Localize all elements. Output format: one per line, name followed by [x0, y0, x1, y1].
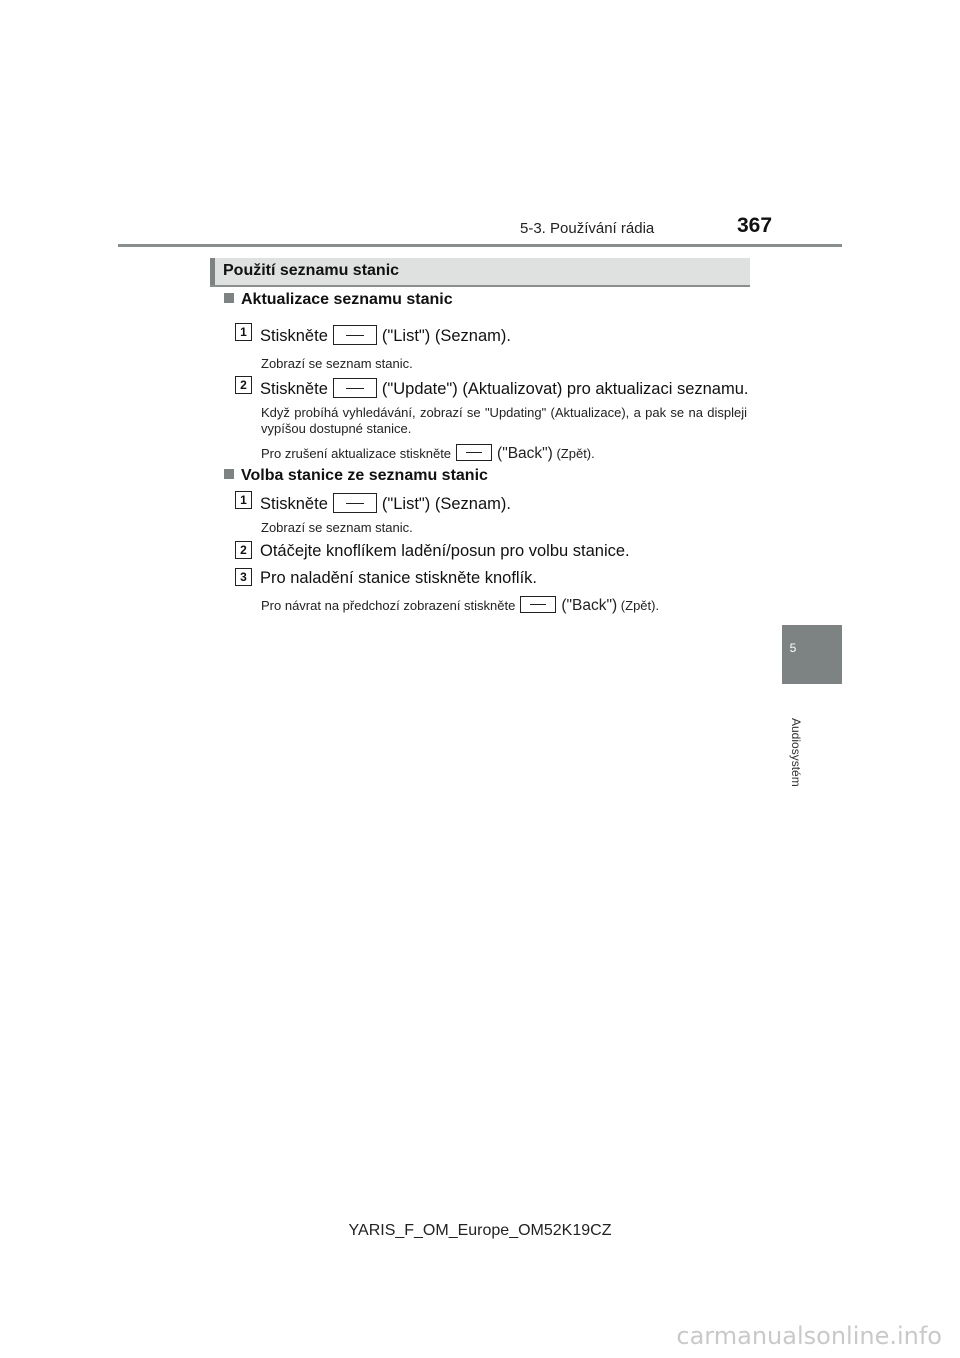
list-button-icon	[333, 493, 377, 513]
list-button-icon	[333, 325, 377, 345]
chapter-number: 5	[789, 641, 797, 655]
step-number: 2	[235, 376, 252, 394]
square-bullet-icon	[224, 469, 234, 479]
step-note: Když probíhá vyhledávání, zobrazí se "Updating" (Aktualizace), a pak se na displeji vypíšou dostupné stanice.	[261, 405, 747, 436]
step-number: 3	[235, 568, 252, 586]
update-button-icon	[333, 378, 377, 398]
subheading-select: Volba stanice ze seznamu stanic	[224, 467, 488, 485]
section-title: Použití seznamu stanic	[223, 262, 400, 279]
square-bullet-icon	[224, 293, 234, 303]
step-text: Pro naladění stanice stiskněte knoflík.	[260, 569, 537, 587]
section-breadcrumb: 5-3. Používání rádia	[520, 220, 655, 237]
step-number: 1	[235, 323, 252, 341]
step-note: Zobrazí se seznam stanic.	[261, 520, 413, 535]
page-number: 367	[737, 214, 773, 237]
step-text: Stiskněte ("Update") (Aktualizovat) pro aktualizaci seznamu.	[260, 380, 749, 398]
back-button-icon	[456, 444, 492, 461]
step-note: Zobrazí se seznam stanic.	[261, 356, 413, 371]
cancel-note: Pro zrušení aktualizace stiskněte ("Back") (Zpět).	[261, 445, 595, 462]
chapter-label: Audiosystém	[789, 718, 803, 787]
step-number: 1	[235, 491, 252, 509]
back-button-icon	[520, 596, 556, 613]
subheading-update: Aktualizace seznamu stanic	[224, 291, 453, 309]
section-heading-accent	[210, 258, 215, 285]
step-number: 2	[235, 541, 252, 559]
document-id: YARIS_F_OM_Europe_OM52K19CZ	[348, 1222, 612, 1239]
header-divider	[118, 244, 842, 247]
watermark: carmanualsonline.info	[676, 1322, 942, 1350]
step-text: Stiskněte ("List") (Seznam).	[260, 495, 511, 513]
step-text: Stiskněte ("List") (Seznam).	[260, 327, 511, 345]
step-text: Otáčejte knoflíkem ladění/posun pro volbu stanice.	[260, 542, 630, 560]
back-note: Pro návrat na předchozí zobrazení stiskněte ("Back") (Zpět).	[261, 597, 660, 614]
